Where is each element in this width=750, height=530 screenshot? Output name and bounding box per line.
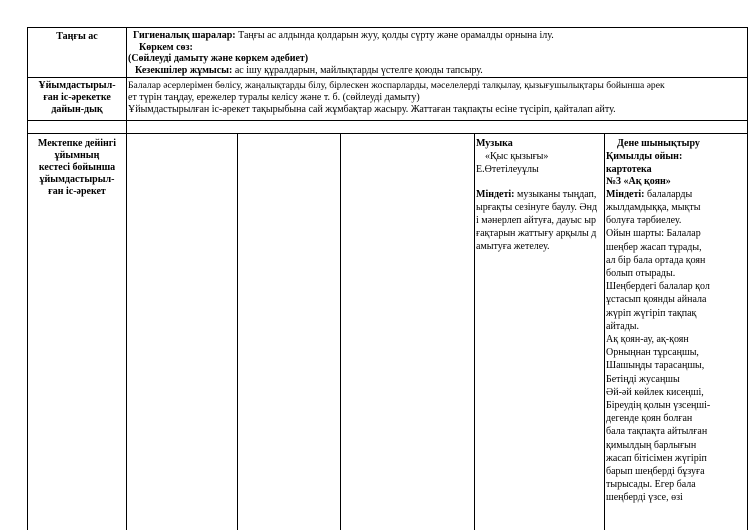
schedule-heading-line-3: кестесі бойынша [38, 162, 116, 173]
column-divider-5 [604, 133, 605, 530]
column-divider-4 [474, 133, 475, 530]
column-divider-heading [126, 27, 127, 530]
pe-description-line: тырысады. Егер бала [606, 479, 696, 491]
duty-line [135, 65, 483, 77]
music-task-line-5: амытуға жетелеу. [476, 241, 550, 252]
music-task-line-3: і мәнерлеп айтуға, дауыс ыр [476, 215, 596, 226]
pe-task-line [606, 189, 692, 201]
pe-title: Дене шынықтыру [617, 138, 700, 149]
pe-description-line: Шашыңды тарасаңшы, [606, 360, 705, 372]
pe-description-line: Орныңнан тұрсаңшы, [606, 347, 699, 359]
pe-description-line: бала тақпақта айтылған [606, 426, 708, 438]
music-task-line-1 [476, 189, 596, 201]
pe-description-line: Бетіңді жусаңшы [606, 373, 680, 385]
pe-description-line: Ақ қоян-ау, ақ-қоян [606, 334, 689, 345]
schedule-heading-line-2: ұйымның [54, 150, 100, 161]
pe-description-line: қимылдың барлығын [606, 439, 697, 451]
speech-development-note: (Сөйлеуді дамыту және көркем әдебиет) [128, 53, 309, 64]
pe-description-line: Ойын шарты: Балалар [606, 228, 701, 240]
pe-game-line-3: №3 «Ақ қоян» [606, 176, 671, 187]
row-divider-prep [27, 120, 747, 121]
music-task-label: Міндеті: [476, 189, 515, 200]
prep-content-line-2: ет түрін таңдау, ережелер туралы келісу және т. б. (сөйлеуді дамыту) [128, 92, 420, 103]
column-divider-3 [340, 133, 341, 530]
schedule-heading-line-1: Мектепке дейінгі [37, 138, 117, 149]
pe-description-line: айтады. [606, 320, 640, 332]
pe-description-line: Шеңбердегі балалар қол [606, 281, 710, 293]
pe-description-line: шеңберді үзсе, өзі [606, 492, 683, 504]
prep-heading-line-2: ған іс-әрекетке [43, 92, 111, 103]
schedule-heading-line-4: ұйымдастырыл- [39, 174, 115, 185]
pe-game-line-1: Қимылды ойын: [606, 151, 683, 162]
pe-task-first: балаларды [644, 189, 693, 200]
pe-game-line-2: картотека [606, 164, 652, 175]
pe-description-line: Біреудің қолын үзсеңші- [606, 400, 711, 411]
morning-heading: Таңғы ас [56, 31, 98, 42]
music-song: «Қыс қызығы» [485, 151, 549, 162]
pe-task-label: Міндеті: [606, 189, 645, 200]
pe-description-line: Әй-әй көйлек кисеңші, [606, 386, 704, 398]
pe-description-line: ал бір бала ортада қоян [606, 254, 706, 266]
pe-description-line: жасап бітісімен жүгіріп [606, 452, 707, 464]
pe-description-line: жүріп жүгіріп тақпақ [606, 307, 697, 319]
pe-description-line: болып отырады. [606, 268, 676, 279]
table-right-border [747, 27, 748, 530]
hygiene-label: Гигиеналық шаралар: [133, 30, 236, 41]
column-divider-2 [237, 133, 238, 530]
table-top-border [27, 27, 747, 28]
pe-description-line: барып шеңберді бұзуға [606, 466, 705, 477]
schedule-heading-line-5: ған іс-әрекет [48, 186, 106, 197]
music-title: Музыка [476, 138, 513, 149]
music-task-line-4: ғақтарын жаттығу арқылы д [476, 228, 597, 239]
music-task-first: музыканы тыңдап, [514, 189, 597, 200]
duty-label: Кезекшілер жұмысы: [135, 65, 233, 76]
prep-content-line-3: Ұйымдастырылған іс-әрекет тақырыбына сай жұмбақтар жасыру. Жаттаған тақпақты есіне түсіріп, қайталап айту. [128, 104, 616, 115]
row-divider-spacer [27, 133, 747, 134]
pe-description-line: жылдамдыққа, мықты [606, 202, 701, 213]
pe-description-line: болуға тәрбиелеу. [606, 215, 682, 227]
duty-text: ас ішу құралдарын, майлықтарды үстелге қоюды тапсыру. [232, 65, 483, 76]
pe-description-line: шеңбер жасап тұрады, [606, 241, 702, 253]
hygiene-line [133, 30, 554, 42]
row-divider-morning [27, 77, 747, 78]
prep-heading-line-1: Ұйымдастырыл- [38, 80, 116, 91]
prep-content-line-1: Балалар әсерлерімен бөлісу, жаңалықтарды білу, бірлескен жоспарларды, мәселелерді талқылау, қызығушылықтары бойынша әрек [128, 80, 665, 91]
music-task-line-2: ырғақты сезінуге баулу. Әнд [476, 202, 598, 213]
hygiene-text: Таңғы ас алдында қолдарын жуу, қолды сүрту және орамалды орнына ілу. [235, 30, 554, 41]
pe-description-line: ұстасып қоянды айнала [606, 294, 707, 306]
music-author: Е.Өтетілеуұлы [476, 164, 539, 175]
artistic-word-label: Көркем сөз: [139, 42, 193, 53]
pe-description-line: дегенде қоян болған [606, 413, 693, 425]
prep-heading-line-3: дайын-дық [51, 104, 103, 115]
